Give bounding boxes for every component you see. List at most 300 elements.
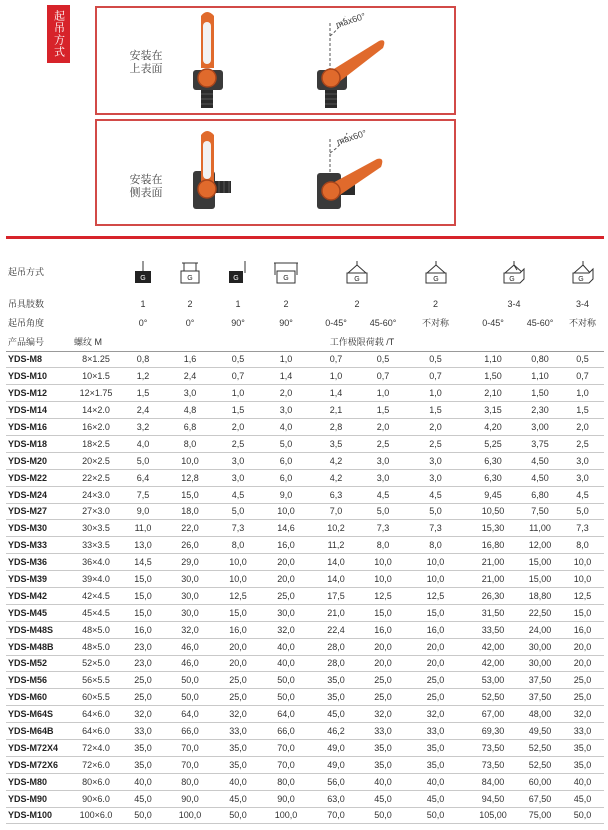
load-cell: 45,0 [362,790,404,807]
table-row [6,469,604,486]
load-cell: 75,00 [519,807,561,824]
table-row [6,773,604,790]
load-cell: 45,0 [120,790,166,807]
load-cell: 4,0 [262,419,310,436]
thread-cell: 8×1.25 [72,351,120,368]
load-cell: 10,0 [214,571,262,588]
load-cell: 23,0 [120,655,166,672]
angle-cell: 45-60° [526,317,554,328]
load-cell: 4,8 [166,402,214,419]
load-cell: 50,0 [166,672,214,689]
load-cell: 4,2 [310,469,362,486]
model-cell: YDS-M45 [6,604,72,621]
thread-cell: 14×2.0 [72,402,120,419]
load-cell: 14,0 [310,554,362,571]
load-cell: 8,0 [362,537,404,554]
load-cell: 52,50 [519,739,561,756]
load-cell: 8,0 [214,537,262,554]
load-cell: 10,0 [362,571,404,588]
thread-cell: 36×4.0 [72,554,120,571]
table-row [6,368,604,385]
table-row [6,537,604,554]
load-cell: 67,00 [467,706,519,723]
load-cell: 35,0 [404,739,467,756]
load-cell: 50,0 [362,807,404,824]
load-cell: 1,0 [362,385,404,402]
load-cell: 30,0 [166,604,214,621]
load-cell: 50,0 [262,672,310,689]
load-cell: 28,0 [310,638,362,655]
load-cell: 10,0 [262,503,310,520]
model-cell: YDS-M8 [6,351,72,368]
load-cell: 3,0 [214,452,262,469]
angle-cell: 90° [231,317,245,328]
load-cell: 0,5 [561,351,604,368]
load-cell: 2,0 [362,419,404,436]
load-cell: 40,0 [120,773,166,790]
load-cell: 16,0 [362,621,404,638]
thread-cell: 39×4.0 [72,571,120,588]
load-cell: 10,0 [561,571,604,588]
load-cell: 37,50 [519,689,561,706]
load-cell: 30,0 [166,587,214,604]
model-cell: YDS-M80 [6,773,72,790]
load-cell: 24,00 [519,621,561,638]
load-cell: 11,2 [310,537,362,554]
model-cell: YDS-M10 [6,368,72,385]
load-cell: 11,00 [519,520,561,537]
load-cell: 40,0 [404,773,467,790]
load-cell: 25,0 [214,689,262,706]
model-cell: YDS-M64B [6,723,72,740]
section-divider [6,236,604,239]
table-row [6,790,604,807]
load-cell: 3,0 [166,385,214,402]
model-cell: YDS-M33 [6,537,72,554]
load-cell: 10,2 [310,520,362,537]
thread-cell: 72×6.0 [72,756,120,773]
load-cell: 40,0 [561,773,604,790]
load-cell: 40,0 [362,773,404,790]
load-cell: 1,0 [214,385,262,402]
load-cell: 13,0 [120,537,166,554]
load-cell: 3,00 [519,419,561,436]
lifting-method-tag: 起吊方式 [47,5,70,63]
load-cell: 12,5 [362,587,404,604]
load-cell: 33,0 [404,723,467,740]
load-cell: 2,4 [120,402,166,419]
load-cell: 12,5 [214,587,262,604]
load-cell: 30,0 [166,571,214,588]
load-cell: 15,0 [120,587,166,604]
load-cell: 2,8 [310,419,362,436]
load-cell: 32,0 [166,621,214,638]
model-cell: YDS-M56 [6,672,72,689]
load-cell: 6,0 [262,452,310,469]
load-cell: 35,0 [362,739,404,756]
load-cell: 50,0 [214,807,262,824]
eyebolt-side-vertical-icon [193,131,231,209]
table-row [6,419,604,436]
load-cell: 2,5 [561,435,604,452]
model-cell: YDS-M24 [6,486,72,503]
load-cell: 50,0 [262,689,310,706]
load-cell: 2,0 [214,419,262,436]
load-cell: 4,50 [519,469,561,486]
load-cell: 50,0 [166,689,214,706]
load-cell: 52,50 [467,689,519,706]
load-cell: 5,0 [214,503,262,520]
load-cell: 0,7 [404,368,467,385]
load-cell: 20,0 [561,638,604,655]
load-cell: 25,0 [561,689,604,706]
thread-cell: 33×3.5 [72,537,120,554]
load-cell: 5,0 [362,503,404,520]
load-cell: 17,5 [310,587,362,604]
load-cell: 45,0 [310,706,362,723]
model-cell: YDS-M42 [6,587,72,604]
load-cell: 1,0 [561,385,604,402]
load-cell: 4,2 [310,452,362,469]
load-cell: 25,0 [120,672,166,689]
load-cell: 66,0 [166,723,214,740]
load-cell: 4,5 [404,486,467,503]
load-cell: 0,7 [214,368,262,385]
load-cell: 7,5 [120,486,166,503]
load-cell: 5,0 [262,435,310,452]
table-row [6,621,604,638]
table-row [6,638,604,655]
load-cell: 22,4 [310,621,362,638]
load-cell: 15,0 [404,604,467,621]
load-cell: 25,0 [214,672,262,689]
load-cell: 15,00 [519,554,561,571]
load-cell: 0,7 [561,368,604,385]
load-cell: 1,50 [467,368,519,385]
load-cell: 6,80 [519,486,561,503]
load-cell: 15,30 [467,520,519,537]
model-cell: YDS-M72X6 [6,756,72,773]
load-cell: 15,0 [561,604,604,621]
load-cell: 16,0 [120,621,166,638]
load-cell: 5,0 [404,503,467,520]
legs-cell: 2 [354,298,360,309]
load-cell: 16,0 [561,621,604,638]
thread-cell: 60×5.5 [72,689,120,706]
load-cell: 3,75 [519,435,561,452]
load-cell: 20,0 [214,655,262,672]
load-cell: 4,0 [120,435,166,452]
table-row [6,503,604,520]
load-cell: 35,0 [120,756,166,773]
load-cell: 4,5 [362,486,404,503]
angle-cell: 90° [279,317,293,328]
model-cell: YDS-M72X4 [6,739,72,756]
load-cell: 70,0 [166,756,214,773]
load-cell: 25,0 [362,672,404,689]
load-cell: 2,5 [362,435,404,452]
table-row [6,452,604,469]
eyebolt-side-tilted-icon [317,133,382,209]
table-row [6,672,604,689]
load-cell: 100,0 [166,807,214,824]
load-cell: 20,0 [561,655,604,672]
thread-cell: 16×2.0 [72,419,120,436]
double-vertical-icon [166,249,214,294]
load-cell: 12,00 [519,537,561,554]
model-cell: YDS-M39 [6,571,72,588]
load-cell: 32,0 [362,706,404,723]
thread-cell: 22×2.5 [72,469,120,486]
thread-cell: 48×5.0 [72,638,120,655]
load-cell: 2,5 [214,435,262,452]
load-cell: 40,0 [262,655,310,672]
model-cell: YDS-M48B [6,638,72,655]
table-row [6,435,604,452]
load-cell: 45,0 [214,790,262,807]
load-cell: 0,5 [214,351,262,368]
load-cell: 10,0 [214,554,262,571]
side-surface-illustration [97,121,454,224]
load-cell: 9,0 [120,503,166,520]
load-cell: 31,50 [467,604,519,621]
table-row [6,689,604,706]
load-cell: 8,0 [166,435,214,452]
table-row [6,385,604,402]
load-cell: 56,0 [310,773,362,790]
load-cell: 35,0 [120,739,166,756]
svg-text:G: G [509,275,515,283]
load-cell: 15,0 [120,604,166,621]
load-cell: 73,50 [467,739,519,756]
load-cell: 45,0 [561,790,604,807]
top-surface-illustration [97,8,454,113]
table-row [6,554,604,571]
load-cell: 1,2 [120,368,166,385]
load-cell: 15,00 [519,571,561,588]
load-cell: 8,0 [561,537,604,554]
model-label: 产品编号 [6,332,72,351]
load-table [6,249,604,824]
load-cell: 1,5 [561,402,604,419]
load-cell: 32,0 [262,621,310,638]
load-cell: 20,0 [362,638,404,655]
two-leg-asym-icon [404,249,467,294]
load-cell: 22,0 [166,520,214,537]
load-cell: 70,0 [262,756,310,773]
load-cell: 30,00 [519,638,561,655]
single-vertical-icon [120,249,166,294]
svg-text:G: G [187,274,193,282]
load-cell: 9,45 [467,486,519,503]
thread-cell: 42×4.5 [72,587,120,604]
load-cell: 20,0 [404,655,467,672]
table-row [6,723,604,740]
load-cell: 2,1 [310,402,362,419]
max-angle-label: max60° [334,10,367,30]
model-cell: YDS-M18 [6,435,72,452]
side-surface-panel [95,119,456,226]
legs-cell: 1 [235,298,241,309]
thread-cell: 52×5.0 [72,655,120,672]
load-cell: 10,0 [166,452,214,469]
load-cell: 3,0 [404,469,467,486]
thread-cell: 20×2.5 [72,452,120,469]
load-cell: 64,0 [262,706,310,723]
model-cell: YDS-M52 [6,655,72,672]
legs-label: 吊具肢数 [8,299,45,309]
load-cell: 3,0 [362,469,404,486]
load-cell: 14,6 [262,520,310,537]
load-cell: 73,50 [467,756,519,773]
load-cell: 7,3 [214,520,262,537]
table-row [6,604,604,621]
legs-cell: 3-4 [575,298,589,309]
load-cell: 3,0 [262,402,310,419]
load-cell: 105,00 [467,807,519,824]
table-row [6,351,604,368]
load-cell: 46,2 [310,723,362,740]
load-cell: 1,4 [310,385,362,402]
model-cell: YDS-M27 [6,503,72,520]
eyebolt-vertical-icon [193,12,223,108]
angle-cell: 不对称 [421,318,449,328]
load-cell: 9,0 [262,486,310,503]
load-cell: 12,5 [404,587,467,604]
load-cell: 15,0 [120,571,166,588]
load-cell: 1,5 [120,385,166,402]
load-cell: 1,0 [262,351,310,368]
method-label: 起吊方式 [8,267,45,277]
table-row [6,756,604,773]
load-cell: 15,0 [166,486,214,503]
load-cell: 63,0 [310,790,362,807]
load-cell: 15,0 [214,604,262,621]
load-cell: 25,0 [362,689,404,706]
load-cell: 32,0 [561,706,604,723]
load-cell: 3,2 [120,419,166,436]
load-cell: 35,0 [214,739,262,756]
thread-cell: 90×6.0 [72,790,120,807]
model-cell: YDS-M48S [6,621,72,638]
legs-cell: 3-4 [507,298,521,309]
load-cell: 25,0 [262,587,310,604]
load-cell: 80,0 [262,773,310,790]
load-cell: 1,50 [519,385,561,402]
load-cell: 0,8 [120,351,166,368]
load-cell: 1,5 [214,402,262,419]
load-cell: 2,4 [166,368,214,385]
table-row [6,402,604,419]
load-cell: 42,00 [467,638,519,655]
load-cell: 6,8 [166,419,214,436]
load-cell: 16,0 [262,537,310,554]
load-cell: 4,50 [519,452,561,469]
load-cell: 6,0 [262,469,310,486]
angle-cell: 0° [138,317,148,328]
eyebolt-tilted-icon [317,16,384,108]
load-cell: 52,50 [519,756,561,773]
load-cell: 3,0 [214,469,262,486]
load-cell: 23,0 [120,638,166,655]
load-cell: 15,0 [362,604,404,621]
model-cell: YDS-M20 [6,452,72,469]
load-cell: 33,0 [120,723,166,740]
load-cell: 35,0 [310,689,362,706]
angle-cell: 45-60° [369,317,397,328]
load-cell: 12,8 [166,469,214,486]
model-cell: YDS-M16 [6,419,72,436]
load-cell: 0,7 [310,351,362,368]
load-cell: 2,5 [404,435,467,452]
thread-cell: 30×3.5 [72,520,120,537]
load-cell: 25,0 [404,672,467,689]
svg-text:G: G [432,275,439,283]
table-row [6,739,604,756]
load-cell: 7,3 [404,520,467,537]
model-cell: YDS-M60 [6,689,72,706]
load-cell: 21,00 [467,571,519,588]
load-cell: 46,0 [166,638,214,655]
thread-cell: 27×3.0 [72,503,120,520]
table-row [6,706,604,723]
table-row [6,571,604,588]
load-cell: 40,0 [262,638,310,655]
load-cell: 1,5 [404,402,467,419]
load-cell: 20,0 [362,655,404,672]
model-cell: YDS-M64S [6,706,72,723]
load-cell: 26,0 [166,537,214,554]
thread-cell: 64×6.0 [72,706,120,723]
table-row [6,807,604,824]
load-cell: 6,3 [310,486,362,503]
load-cell: 46,0 [166,655,214,672]
load-cell: 16,0 [214,621,262,638]
model-cell: YDS-M30 [6,520,72,537]
load-cell: 70,0 [166,739,214,756]
model-cell: YDS-M36 [6,554,72,571]
load-cell: 28,0 [310,655,362,672]
legs-cell: 1 [140,298,146,309]
load-cell: 16,80 [467,537,519,554]
load-cell: 50,0 [120,807,166,824]
load-cell: 21,0 [310,604,362,621]
load-cell: 20,0 [214,638,262,655]
max-angle-label-2: max60° [335,127,368,147]
load-cell: 35,0 [362,756,404,773]
load-cell: 4,5 [561,486,604,503]
load-cell: 33,0 [214,723,262,740]
legs-cell: 2 [432,298,438,309]
thread-cell: 45×4.5 [72,604,120,621]
load-cell: 7,0 [310,503,362,520]
load-cell: 1,10 [467,351,519,368]
load-cell: 1,0 [404,385,467,402]
load-cell: 7,50 [519,503,561,520]
load-cell: 21,00 [467,554,519,571]
load-cell: 32,0 [214,706,262,723]
two-leg-sling-icon [310,249,404,294]
load-cell: 20,0 [404,638,467,655]
load-cell: 2,0 [404,419,467,436]
load-cell: 70,0 [310,807,362,824]
load-cell: 6,4 [120,469,166,486]
table-row [6,587,604,604]
top-surface-label: 安装在上表面 [129,50,163,75]
load-cell: 0,7 [362,368,404,385]
side-surface-label: 安装在侧表面 [129,174,163,199]
load-cell: 10,0 [404,554,467,571]
